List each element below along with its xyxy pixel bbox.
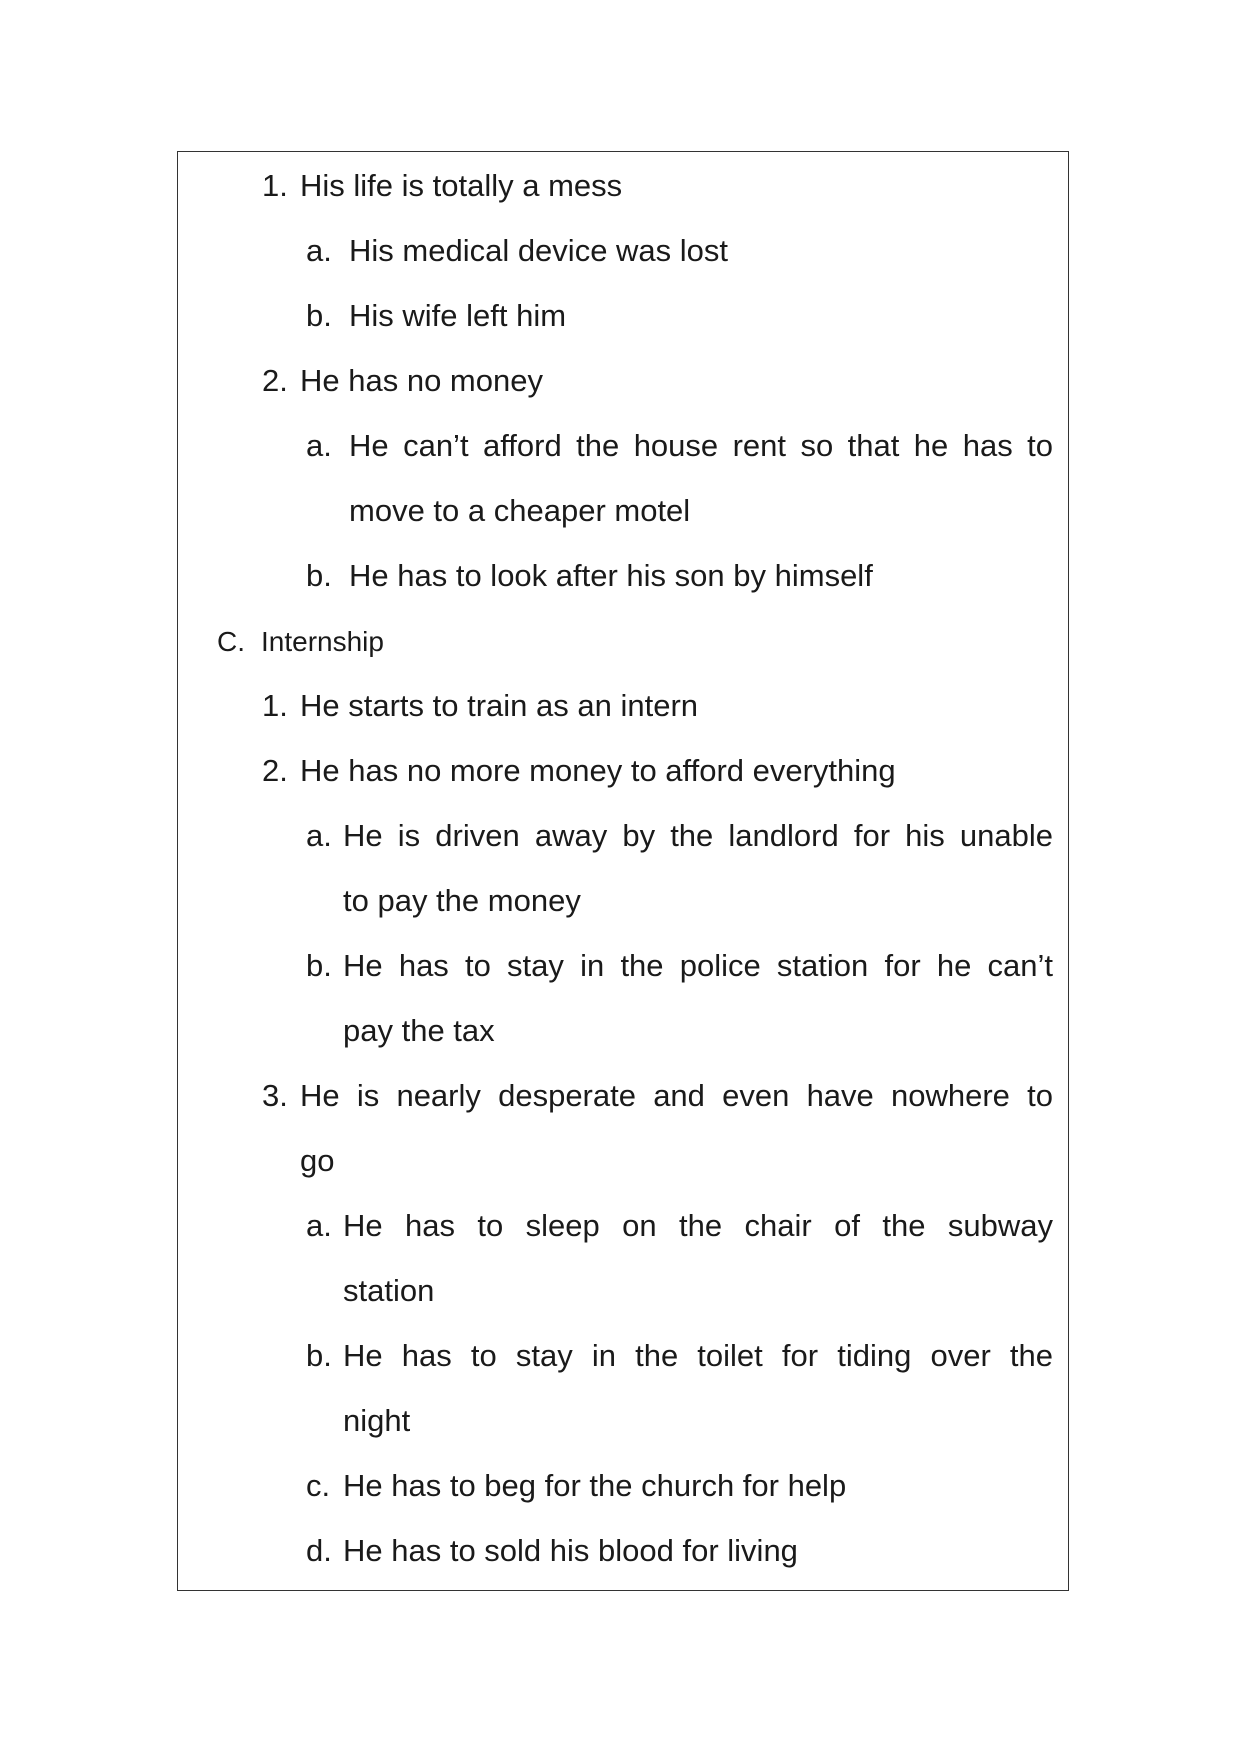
- section-letter: C.: [217, 626, 245, 657]
- item-text-line1: He is nearly desperate and even have nowhere to: [300, 1078, 1053, 1113]
- item-text-line1: He has to sleep on the chair of the subway: [343, 1208, 1053, 1243]
- section-title: Internship: [261, 626, 384, 657]
- item-text: He has no more money to afford everything: [300, 753, 896, 788]
- item-text: station: [343, 1273, 435, 1308]
- item-text: His medical device was lost: [349, 233, 729, 268]
- item-text: His wife left him: [349, 298, 567, 333]
- item-text-line1: He is driven away by the landlord for his unable: [343, 818, 1053, 853]
- item-text: He has to look after his son by himself: [349, 558, 873, 593]
- item-letter: a.: [306, 818, 332, 853]
- item-text: He starts to train as an intern: [300, 688, 699, 723]
- item-letter: b.: [306, 948, 332, 983]
- item-letter: b.: [306, 558, 332, 593]
- item-text: to pay the money: [343, 883, 581, 918]
- item-text: move to a cheaper motel: [349, 493, 691, 528]
- item-letter: b.: [306, 1338, 332, 1373]
- item-text-line1: He can’t afford the house rent so that he has to: [349, 428, 1053, 463]
- item-letter: b.: [306, 298, 332, 333]
- item-number: 3.: [262, 1078, 288, 1113]
- item-text: He has to beg for the church for help: [343, 1468, 847, 1503]
- item-text: go: [300, 1143, 335, 1178]
- item-text: He has to sold his blood for living: [343, 1533, 798, 1568]
- item-text: pay the tax: [343, 1013, 495, 1048]
- item-letter: d.: [306, 1533, 332, 1568]
- item-letter: a.: [306, 428, 332, 463]
- item-number: 1.: [262, 688, 288, 723]
- item-letter: a.: [306, 233, 332, 268]
- item-text: His life is totally a mess: [300, 168, 623, 203]
- item-number: 1.: [262, 168, 288, 203]
- item-number: 2.: [262, 753, 288, 788]
- item-text-line1: He has to stay in the police station for he can’t: [343, 948, 1053, 983]
- item-number: 2.: [262, 363, 288, 398]
- item-letter: c.: [306, 1468, 331, 1503]
- item-letter: a.: [306, 1208, 332, 1243]
- item-text: night: [343, 1403, 411, 1438]
- item-text-line1: He has to stay in the toilet for tiding over the: [343, 1338, 1053, 1373]
- item-text: He has no money: [300, 363, 543, 398]
